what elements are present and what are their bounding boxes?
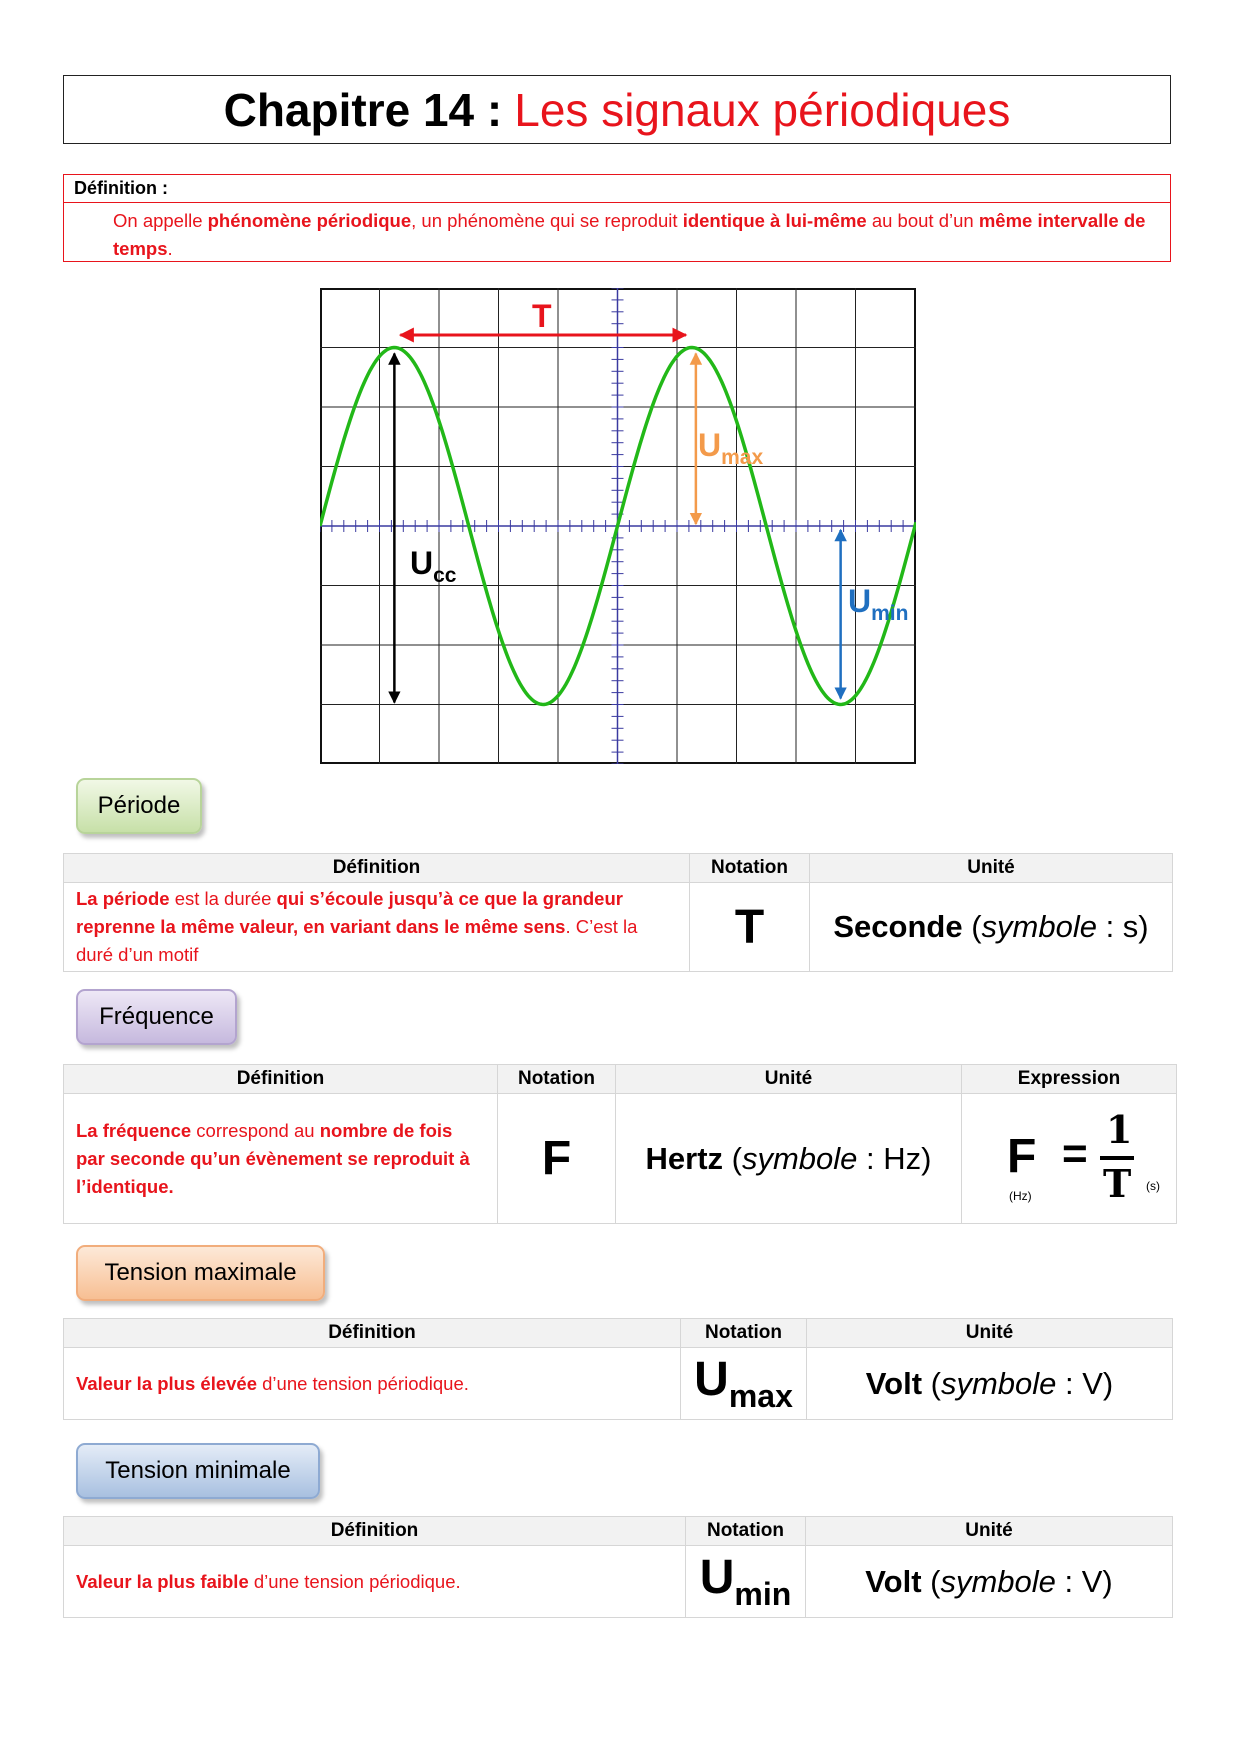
header-notation: Notation bbox=[690, 854, 810, 883]
label-T: T bbox=[532, 298, 552, 334]
definition-text bbox=[64, 203, 1170, 263]
text-run: correspond au bbox=[191, 1119, 320, 1141]
text-run: Valeur la plus élevée bbox=[76, 1372, 257, 1394]
label-Umin: $U_{min}$ bbox=[848, 583, 909, 625]
unit-cell: Volt (symbole : V) bbox=[807, 1348, 1173, 1420]
label-Ucc: $U_{cc}$ bbox=[410, 545, 457, 587]
page-title bbox=[63, 75, 1171, 144]
header-definition: Définition bbox=[64, 854, 690, 883]
section-pill-tension-minimale: Tension minimale bbox=[76, 1443, 320, 1499]
definition-cell bbox=[64, 1348, 681, 1420]
text-run: Valeur la plus faible bbox=[76, 1570, 249, 1592]
unit-cell: Volt (symbole : V) bbox=[806, 1546, 1173, 1618]
header-definition: Définition bbox=[64, 1517, 686, 1546]
notation-cell: $U_{max}$ bbox=[681, 1348, 807, 1420]
definition-box bbox=[63, 174, 1171, 262]
header-unite: Unité bbox=[806, 1517, 1173, 1546]
title-main: Les signaux périodiques bbox=[514, 83, 1011, 136]
text-run: , un phénomène qui se reproduit bbox=[411, 210, 683, 231]
expression-cell bbox=[962, 1094, 1177, 1224]
header-definition: Définition bbox=[64, 1065, 498, 1094]
text-run: d’une tension périodique. bbox=[257, 1372, 469, 1394]
header-unite: Unité bbox=[616, 1065, 962, 1094]
text-run: . bbox=[167, 238, 173, 259]
unit-cell: Hertz (symbole : Hz) bbox=[616, 1094, 962, 1224]
text-run: La fréquence bbox=[76, 1119, 192, 1141]
notation-cell: $U_{min}$ bbox=[686, 1546, 806, 1618]
header-expression: Expression bbox=[962, 1065, 1177, 1094]
text-run: qui s’écoule jusqu’à ce que la grandeur reprenne la même valeur, en variant dans le même sens bbox=[76, 888, 623, 937]
frequency-formula: F = 1 T (Hz) (s) bbox=[1007, 1107, 1160, 1206]
table-tension-maximale bbox=[63, 1318, 1173, 1420]
title-prefix: Chapitre 14 : bbox=[223, 83, 503, 136]
header-notation: Notation bbox=[686, 1517, 806, 1546]
definition-cell bbox=[64, 1094, 498, 1224]
text-run: est la durée bbox=[169, 888, 277, 909]
oscilloscope-graph bbox=[320, 288, 916, 764]
definition-header: Définition : bbox=[64, 175, 1170, 203]
section-pill-periode: Période bbox=[76, 778, 202, 834]
label-Umax: $U_{max}$ bbox=[698, 427, 764, 469]
text-run: . C’est la duré d’un motif bbox=[76, 916, 638, 965]
table-frequence bbox=[63, 1064, 1177, 1224]
table-tension-minimale bbox=[63, 1516, 1173, 1618]
text-run: phénomène périodique bbox=[207, 210, 412, 231]
unit-cell: Seconde (symbole : s) bbox=[810, 883, 1173, 972]
fraction-bar bbox=[1100, 1156, 1134, 1160]
notation-cell: T bbox=[690, 883, 810, 972]
header-unite: Unité bbox=[810, 854, 1173, 883]
table-periode bbox=[63, 853, 1173, 972]
header-notation: Notation bbox=[681, 1319, 807, 1348]
section-pill-tension-maximale: Tension maximale bbox=[76, 1245, 325, 1301]
text-run: On appelle bbox=[113, 210, 208, 231]
text-run: d’une tension périodique. bbox=[248, 1570, 461, 1592]
header-unite: Unité bbox=[807, 1319, 1173, 1348]
text-run: nombre de fois par seconde qu’un évènement se reproduit à l’identique. bbox=[76, 1119, 470, 1197]
definition-cell bbox=[64, 883, 690, 972]
text-run: même intervalle de temps bbox=[113, 210, 1146, 259]
text-run: au bout d’un bbox=[866, 210, 979, 231]
section-pill-frequence: Fréquence bbox=[76, 989, 237, 1045]
notation-cell: F bbox=[498, 1094, 616, 1224]
header-definition: Définition bbox=[64, 1319, 681, 1348]
text-run: identique à lui-même bbox=[682, 210, 867, 231]
definition-cell bbox=[64, 1546, 686, 1618]
text-run: La période bbox=[76, 888, 170, 909]
header-notation: Notation bbox=[498, 1065, 616, 1094]
